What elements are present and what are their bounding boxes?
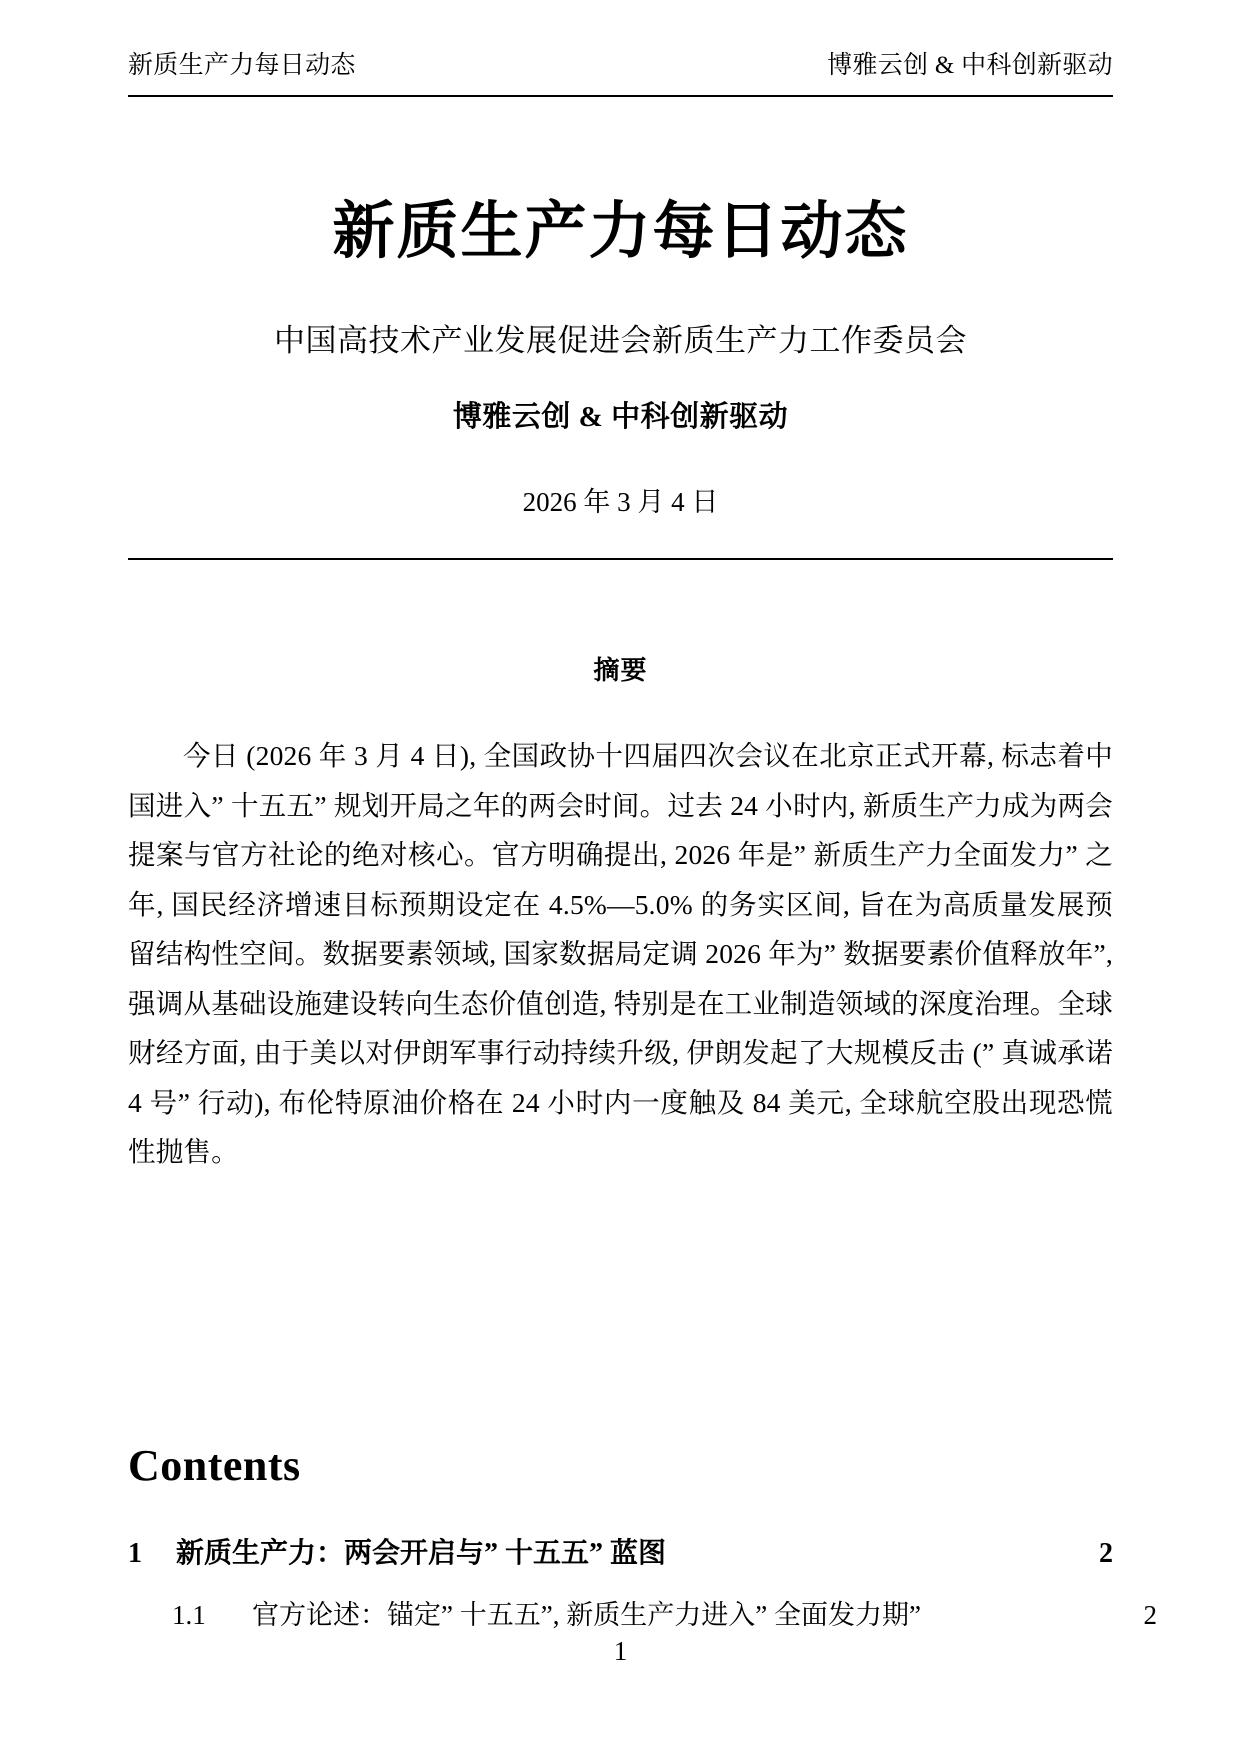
table-of-contents [128,1440,1157,1654]
abstract-section [128,650,1113,1177]
running-header [128,50,1113,81]
running-header-left: 新质生产力每日动态 [128,52,356,79]
document-subtitle: 中国高技术产业发展促进会新质生产力工作委员会 [274,323,967,359]
toc-entry-number: 1.1 [172,1600,206,1630]
toc-entry-number: 1 [128,1538,142,1569]
toc-entry-label: 官方论述：锚定” 十五五”, 新质生产力进入” 全面发力期” [252,1600,921,1630]
page-number: 1 [613,1636,628,1666]
contents-heading: Contents [128,1441,301,1490]
title-block-rule [128,558,1113,560]
running-header-rule [128,95,1113,97]
toc-entry-page: 2 [1099,1538,1113,1569]
abstract-body: 今日 (2026 年 3 月 4 日), 全国政协十四届四次会议在北京正式开幕, 标志着中国进入” 十五五” 规划开局之年的两会时间。过去 24 小时内, 新质生产力成为两会提案与官方社论的绝对核心。官方明确提出, 2026 年是” 新质生产力全面发力” 之年, 国民经济增速目标预期设定在 4.5%—5.0% 的务实区间, 旨在为高质量发展预留结构性空间。数据要素领域, 国家数据局定调 2026 年为” 数据要素价值释放年”, 强调从基础设施建设转向生态价值创造, 特别是在工业制造领域的深度治理。全球财经方面, 由于美以对伊朗军事行动持续升级, 伊朗发起了大规模反击 (” 真诚承诺 4 号” 行动), 布伦特原油价格在 24 小时内一度触及 84 美元, 全球航空股出现恐慌性抛售。 [128,740,1113,1167]
page-title: 新质生产力每日动态 [332,198,909,266]
toc-entry-1-1[interactable] [128,1593,1157,1632]
running-header-right: 博雅云创 & 中科创新驱动 [827,52,1113,79]
abstract-heading: 摘要 [593,656,648,685]
toc-entry-page: 2 [1143,1600,1157,1630]
document-authors: 博雅云创 & 中科创新驱动 [452,401,789,434]
toc-entry-1[interactable] [128,1531,1113,1571]
title-block [128,196,1113,520]
toc-entry-label: 新质生产力：两会开启与” 十五五” 蓝图 [176,1538,667,1569]
document-date: 2026 年 3 月 4 日 [522,487,719,518]
